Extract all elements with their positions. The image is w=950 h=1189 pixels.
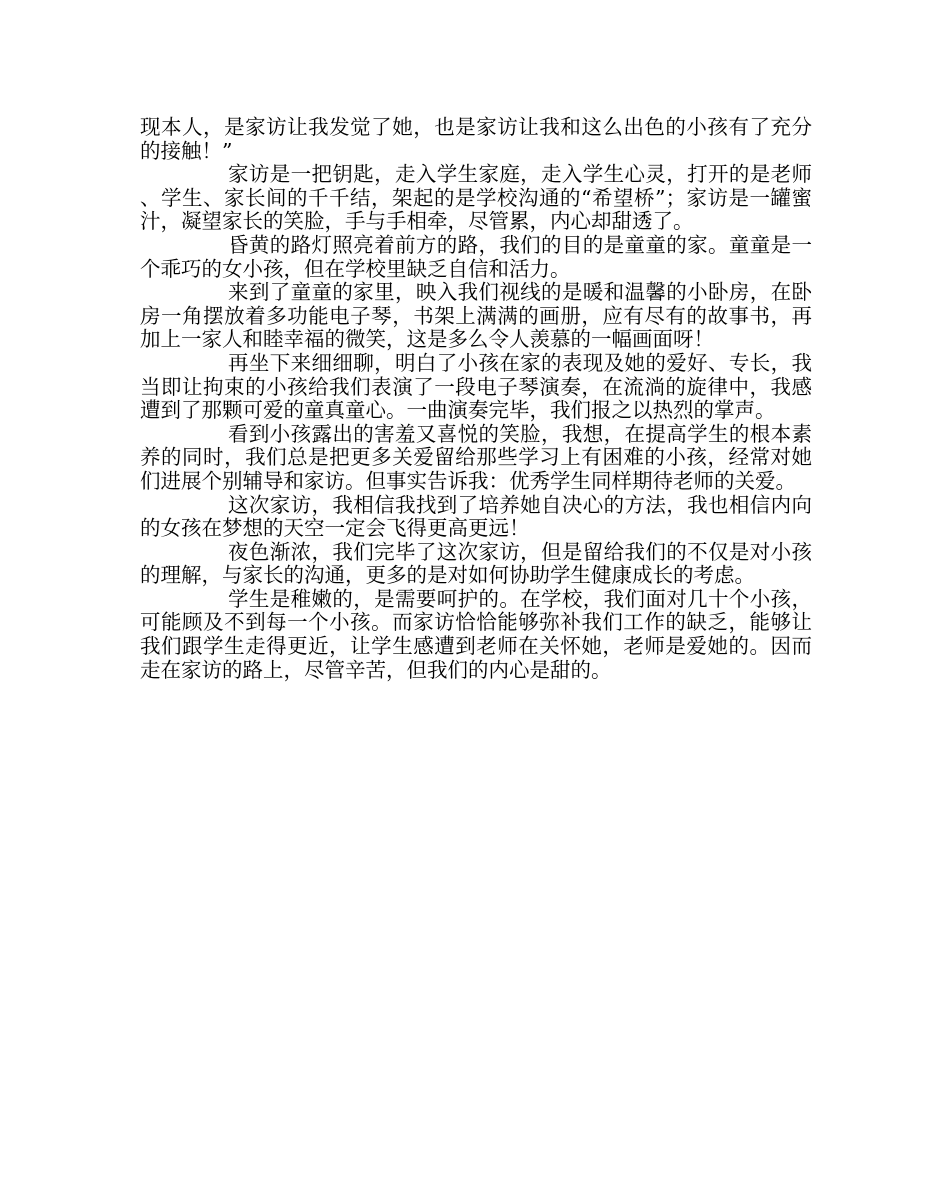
paragraph-9: 学生是稚嫩的，是需要呵护的。在学校，我们面对几十个小孩，可能顾及不到每一个小孩。而家访恰恰能够弥补我们工作的缺乏，能够让我们跟学生走得更近，让学生感遭到老师在关怀她，老师是爱她的。因而走在家访的路上，尽管辛苦，但我们的内心是甜的。 <box>140 586 812 682</box>
paragraph-8: 夜色渐浓，我们完毕了这次家访，但是留给我们的不仅是对小孩的理解，与家长的沟通，更多的是对如何协助学生健康成长的考虑。 <box>140 539 812 588</box>
document-page <box>140 116 812 682</box>
paragraph-6: 看到小孩露出的害羞又喜悦的笑脸，我想，在提高学生的根本素养的同时，我们总是把更多关爱留给那些学习上有困难的小孩，经常对她们进展个别辅导和家访。但事实告诉我：优秀学生同样期待老师的关爱。 <box>140 421 812 493</box>
paragraph-5: 再坐下来细细聊，明白了小孩在家的表现及她的爱好、专长，我当即让拘束的小孩给我们表演了一段电子琴演奏，在流淌的旋律中，我感遭到了那颗可爱的童真童心。一曲演奏完毕，我们报之以热烈的掌声。 <box>140 350 812 423</box>
paragraph-2: 家访是一把钥匙，走入学生家庭，走入学生心灵，打开的是老师、学生、家长间的千千结，架起的是学校沟通的“希望桥”；家访是一罐蜜汁，凝望家长的笑脸，手与手相牵，尽管累，内心却甜透了。 <box>140 162 812 234</box>
paragraph-3: 昏黄的路灯照亮着前方的路，我们的目的是童童的家。童童是一个乖巧的女小孩，但在学校里缺乏自信和活力。 <box>140 232 812 281</box>
paragraph-4: 来到了童童的家里，映入我们视线的是暖和温馨的小卧房，在卧房一角摆放着多功能电子琴，书架上满满的画册，应有尽有的故事书，再加上一家人和睦幸福的微笑，这是多么令人羡慕的一幅画面呀！ <box>140 280 812 352</box>
paragraph-7: 这次家访，我相信我找到了培养她自决心的方法，我也相信内向的女孩在梦想的天空一定会飞得更高更远！ <box>140 492 812 541</box>
paragraph-1: 现本人，是家访让我发觉了她，也是家访让我和这么出色的小孩有了充分的接触！” <box>140 115 812 163</box>
